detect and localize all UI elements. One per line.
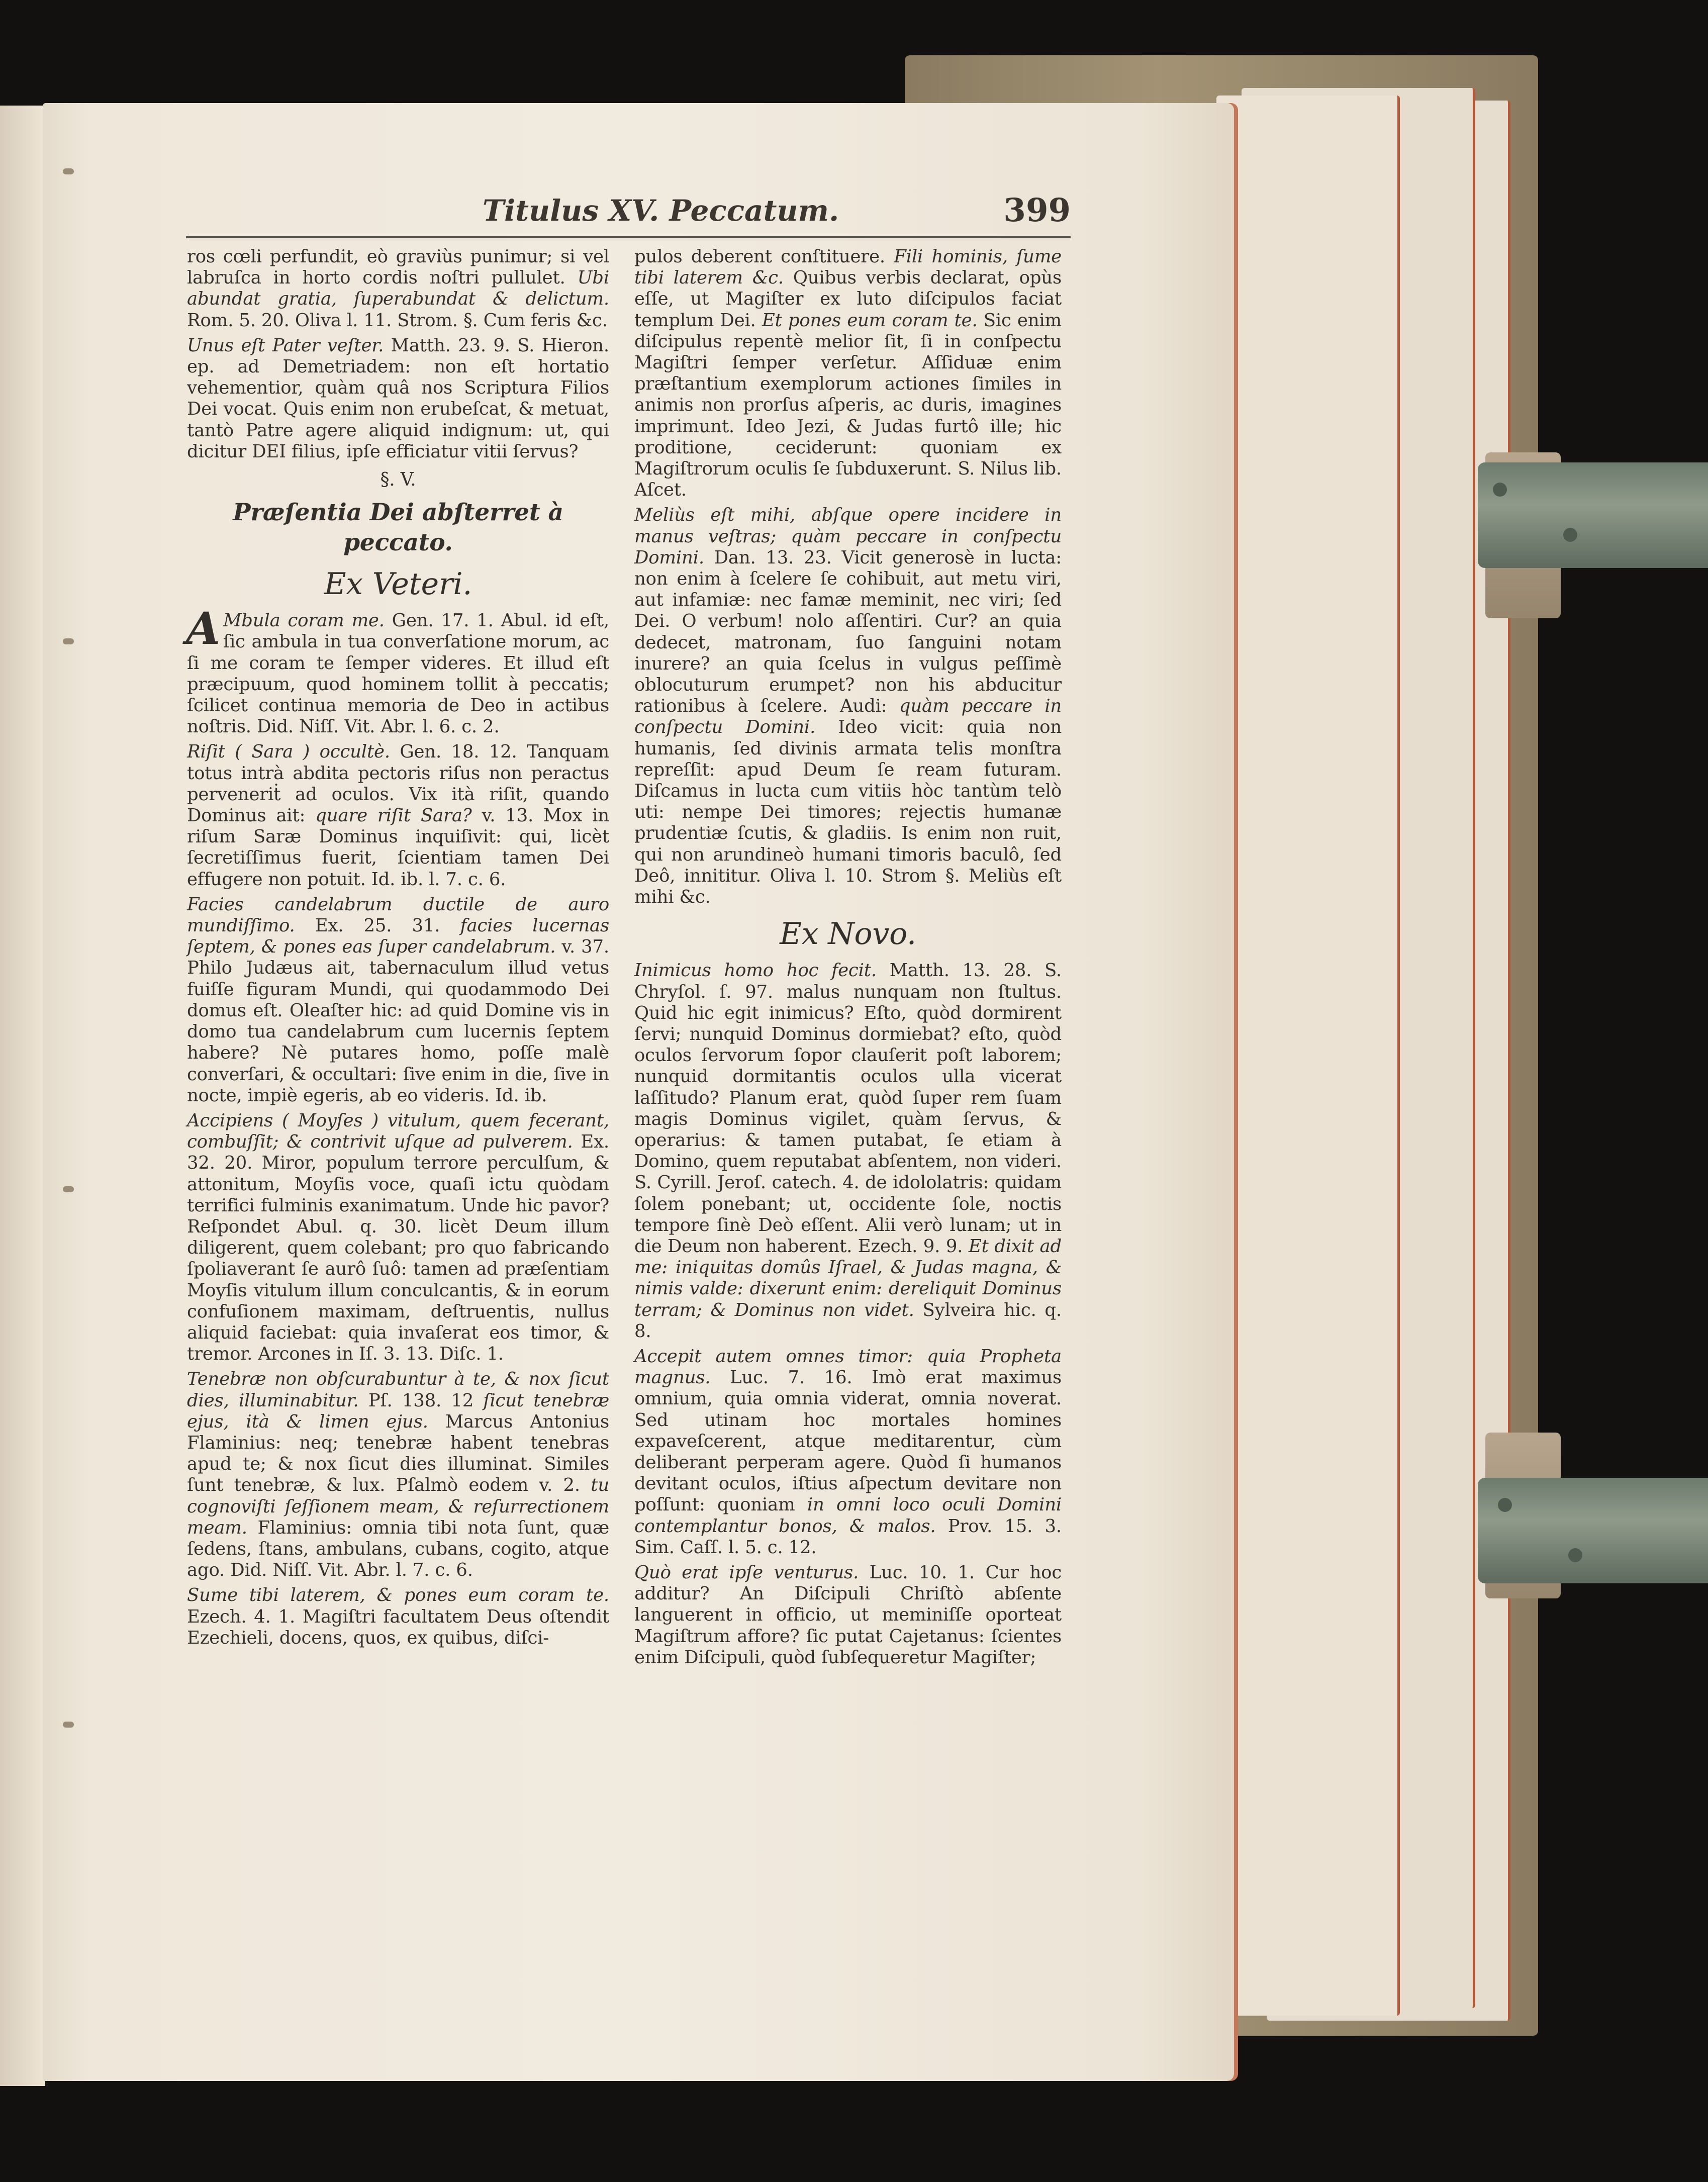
page-stack-edge <box>1216 96 1400 2016</box>
paragraph <box>634 1562 1062 1668</box>
drop-cap: A <box>186 602 221 655</box>
body-text: Gen. 17. 1. Abul. id eſt, ſic ambula in tua converſatione morum, ac ſi me coram te ſemper videres. Et illud eſt præcipuum, quod hominem tollit à peccatis; ſcilicet continua memoria de Deo in actibus noſtris. Did. Niſſ. Vit. Abr. l. 6. c. 2. <box>187 610 609 737</box>
body-text: Ezech. 4. 1. Magiſtri facultatem Deus oſtendit Ezechieli, docens, quos, ex quibus, diſci- <box>187 1606 609 1648</box>
rivet-icon <box>1568 1548 1582 1562</box>
binding-stitch <box>63 1722 74 1728</box>
scripture-quote: tu cognoviſti ſeſſionem meam, & reſurrectionem meam. <box>187 1475 609 1538</box>
page-number: 399 <box>1003 192 1071 229</box>
body-text: v. 13. Mox in riſum Saræ Dominus inquiſivit: qui, licèt ſecretiſſimus fuerit, ſcientiam tamen Dei effugere non potuit. Id. ib. l. 7. c. 6. <box>187 805 609 890</box>
scripture-quote: Riſit ( Sara ) occultè. <box>187 741 390 763</box>
scripture-quote: in omni loco oculi Domini contemplantur bonos, & malos. <box>634 1494 1062 1537</box>
paragraph <box>634 505 1062 908</box>
paragraph <box>634 246 1062 501</box>
scripture-quote: Inimicus homo hoc fecit. <box>634 960 877 981</box>
citation: Rom. 5. 20. Oliva l. 11. Strom. §. Cum feris &c. <box>187 310 608 331</box>
scripture-quote: Accipiens ( Moyſes ) vitulum, quem fecerant, combuſſit; & contrivit uſque ad pulverem. <box>187 1110 609 1153</box>
paragraph <box>187 246 609 331</box>
scripture-quote: Tenebræ non obſcurabuntur à te, & nox ſicut dies, illuminabitur. <box>187 1369 609 1411</box>
paragraph <box>187 894 609 1106</box>
body-text: Marcus Antonius Flaminius: neq; tenebræ habent tenebras apud te; & nox ſicut dies illuminat. Similes ſunt tenebræ, & lux. Pſalmò eodem v. 2. <box>187 1411 609 1496</box>
scripture-quote: Fili hominis, ſume tibi laterem &c. <box>634 246 1062 289</box>
body-text: Luc. 10. 1. Cur hoc additur? An Diſcipuli Chriſtò abſente languerent in officio, ut meminiſſe oporteat Magiſtrum affore? ſic putat Cajetanus: ſcientes enim Diſcipuli, quòd ſubſequeretur Magiſter; <box>634 1562 1062 1668</box>
metal-clasp-upper <box>1478 462 1708 568</box>
body-text: Ex. 32. 20. Miror, populum terrore perculſum, & attonitum, Moyſis voce, quaſi ictu quòdam terrifici fulminis exanimatum. Unde hic pavor? Reſpondet Abul. q. 30. licèt Deum illum diligerent, quem colebant; pro quo fabricando ſpoliaverant ſe aurô ſuô: tamen ad præſentiam Moyſis vitulum illum conculcantis, & in eorum confuſionem maximam, deſtruentis, nullus aliquid faciebat: quia invaſerat eos timor, & tremor. Arcones in Iſ. 3. 13. Diſc. 1. <box>187 1131 609 1365</box>
header-rule <box>186 236 1071 238</box>
metal-clasp-lower <box>1478 1478 1708 1583</box>
paragraph <box>187 1369 609 1581</box>
scripture-quote: ſicut tenebræ ejus, ità & limen ejus. <box>187 1390 610 1432</box>
scripture-quote: facies lucernas ſeptem, & pones eas ſuper candelabrum. <box>187 915 609 958</box>
body-text: Quibus verbis declarat, opùs eſſe, ut Magiſter ex luto diſcipulos faciat templum Dei. <box>634 267 1062 331</box>
paragraph <box>187 335 609 462</box>
body-text: pulos deberent conſtituere. <box>634 246 885 267</box>
scripture-quote: quare riſit Sara? <box>315 805 472 826</box>
body-text: Sic enim diſcipulus repentè melior ſit, ſi in conſpectu Magiſtri ſemper verſetur. Aſſiduæ enim præſtantium exemplorum actiones ſimiles in animis non prorſus aſperis, ac duris, imagines imprimunt. Ideo Jezi, & Judas furtô ille; hic proditione, ceciderunt: quoniam ex Magiſtrorum oculis ſe ſubduxerunt. S. Nilus lib. Aſcet. <box>634 310 1062 501</box>
body-text: Sylveira hic. q. 8. <box>634 1299 1062 1342</box>
rivet-icon <box>1563 528 1577 542</box>
paragraph <box>634 1346 1062 1558</box>
running-header <box>186 194 1071 234</box>
running-title: Titulus XV. Peccatum. <box>483 194 839 228</box>
body-text: ros cœli perfundit, eò graviùs punimur; si vel labruſca in horto cordis noſtri pullulet. <box>187 246 609 289</box>
paragraph <box>187 741 609 890</box>
binding-stitch <box>63 168 74 174</box>
right-column <box>634 246 1062 1672</box>
body-text: Gen. 18. 12. Tanquam totus intrà abdita pectoris riſus non peractus perveneriṫ ad oculos. Vix ità riſit, quando Dominus ait: <box>187 741 609 826</box>
rivet-icon <box>1498 1498 1512 1512</box>
subheading: Ex Novo. <box>780 916 916 952</box>
paragraph <box>187 1110 609 1365</box>
scripture-quote: Ubi abundat gratia, ſuperabundat & delictum. <box>187 267 609 310</box>
scripture-quote: Sume tibi laterem, & pones eum coram te. <box>187 1585 609 1606</box>
body-text: Dan. 13. 23. Vicit generosè in lucta: non enim à ſcelere ſe cohibuit, aut metu viri, aut infamiæ: nec famæ meminit, nec viri; ſed Dei. O verbum! nolo aſſentiri. Cur? an quia dedecet, matronam, ſuo ſanguini notam inurere? an quia ſcelus in vulgus peſſimè oblocuturum erumpet? non his abducitur rationibus à ſcelere. Audi: <box>634 547 1062 717</box>
body-text: Ideo vicit: quia non humanis, ſed divinis armata telis monſtra repreſſit: apud Deum ſe ream futuram. Diſcamus in lucta cum vitiis hòc tantùm telò uti: nempe Dei timores; rejectis humanæ prudentiæ ſcutis, & gladiis. Is enim non ruit, qui non arundineò humani timoris baculô, ſed Deô, innititur. Oliva l. 10. Strom §. Meliùs eſt mihi &c. <box>634 717 1062 908</box>
scripture-quote: Meliùs eſt mihi, abſque opere incidere in manus veſtras; quàm peccare in conſpectu Domini. <box>634 505 1062 568</box>
section-mark: §. V. <box>380 469 416 491</box>
previous-page-edge <box>0 106 45 2086</box>
scripture-quote: Quò erat ipſe venturus. <box>634 1562 859 1583</box>
body-text: Luc. 7. 16. Imò erat maximus omnium, quia omnia viderat, omnia noverat. Sed utinam hoc mortales homines expaveſcerent, atque meditarentur, cùm deliberant perperam agere. Quòd ſi humanos devitant oculos, iſtius aſpectum devitare non poſſunt: quoniam <box>634 1367 1062 1515</box>
scripture-quote: Facies candelabrum ductile de auro mundiſſimo. <box>187 894 609 936</box>
left-column <box>187 246 609 1653</box>
binding-stitch <box>63 1186 74 1192</box>
citation: Ex. 25. 31. <box>315 915 440 936</box>
body-text: v. 37. Philo Judæus ait, tabernaculum illud vetus fuiſſe figuram Mundi, qui quodammodo Dei domus eſt. Oleaſter hic: ad quid Domine vis in domo tua candelabrum cum lucernis ſeptem habere? Nè putares homo, poſſe malè converſari, & occultari: ſive enim in die, ſive in nocte, impiè egeris, ab eo videris. Id. ib. <box>187 936 609 1106</box>
paragraph <box>187 1585 609 1649</box>
section-title: Præſentia Dei abſterret à peccato. <box>233 499 563 557</box>
body-text: Prov. 15. 3. Sim. Caſſ. l. 5. c. 12. <box>634 1515 1062 1558</box>
paragraph <box>186 602 609 737</box>
scripture-quote: Accepit autem omnes timor: quia Propheta magnus. <box>634 1346 1062 1388</box>
body-text: Matth. 13. 28. S. Chryſol. ſ. 97. malus nunquam non ſtultus. Quid hic egit inimicus? Eſto, quòd dormirent ſervi; nunquid Dominus dormiebat? eſto, quòd oculos ſervorum ſopor clauſerit poſt laborem; nunquid dormitantis oculos ulla vicerat laſſitudo? Planum erat, quòd ſuper rem ſuam magis Dominus vigilet, quàm ſervus, & operarius: & tamen putabat, ſe etiam à Domino, quem reputabat abſentem, non videri. S. Cyrill. Jeroſ. catech. 4. de idololatris: quidam ſolem ponebant; ut, occidente ſole, noctis tempore ſinè Deò eſſent. Alii verò lunam; ut in die Deum non haberent. Ezech. 9. 9. <box>634 960 1062 1257</box>
body-text: Flaminius: omnia tibi nota ſunt, quæ ſedens, ſtans, ambulans, cubans, cogito, atque ago. Did. Niſſ. Vit. Abr. l. 7. c. 6. <box>187 1517 609 1581</box>
scripture-quote: Mbula coram me. <box>223 610 385 631</box>
citation: Pſ. 138. 12 <box>368 1390 474 1411</box>
scripture-quote: Et pones eum coram te. <box>762 310 978 331</box>
scripture-quote: Unus eſt Pater veſter. <box>187 335 384 356</box>
rivet-icon <box>1493 483 1507 497</box>
body-text: Matth. 23. 9. S. Hieron. ep. ad Demetriadem: non eſt hortatio vehementior, quàm quâ nos Scriptura Filios Dei vocat. Quis enim non erubeſcat, & metuat, tantò Patre agere aliquid indignum: ut, qui dicitur DEI filius, ipſe efficiatur vitii ſervus? <box>187 335 609 462</box>
scripture-quote: quàm peccare in conſpectu Domini. <box>634 696 1062 738</box>
subheading: Ex Veteri. <box>324 566 472 602</box>
paragraph <box>634 960 1062 1342</box>
binding-stitch <box>63 638 74 644</box>
scripture-quote: Et dixit ad me: iniquitas domûs Iſrael, & Judas magna, & nimis valde: dixerunt enim: dereliquit Dominus terram; & Dominus non videt. <box>634 1236 1062 1320</box>
